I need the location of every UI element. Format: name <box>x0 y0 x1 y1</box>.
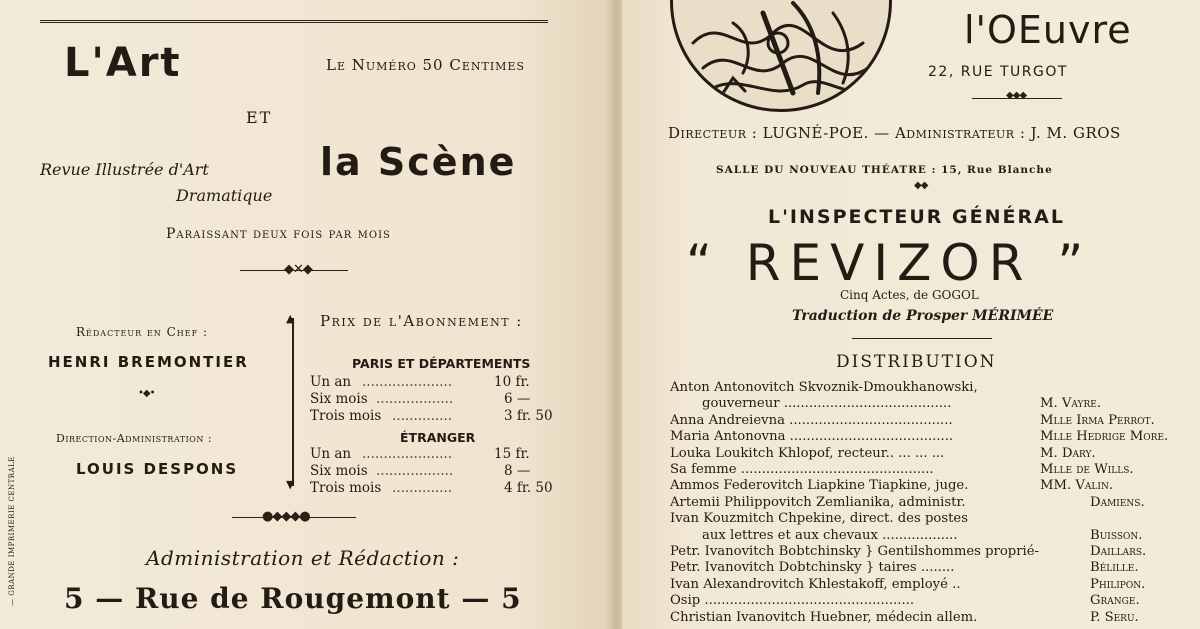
paris-heading: PARIS ET DÉPARTEMENTS <box>352 356 531 371</box>
cast-row <box>670 560 1182 576</box>
cast-role: gouverneur ........................................ <box>702 396 952 412</box>
foreign-row-2-label: Six mois <box>310 463 368 479</box>
cast-row <box>670 577 1182 593</box>
paris-row-2-price: 6 — <box>504 391 531 407</box>
foreign-row-3-price: 4 fr. 50 <box>504 480 553 496</box>
subscription-bracket <box>292 318 294 486</box>
cast-actor: M. Dary. <box>1040 445 1096 461</box>
cast-role: aux lettres et aux chevaux .................. <box>702 527 958 543</box>
foreign-row-2-dots: .................. <box>376 463 454 479</box>
title-la-scene: la Scène <box>320 140 517 184</box>
paris-row-3-label: Trois mois <box>310 408 382 424</box>
right-page <box>622 0 1200 629</box>
cast-role: Maria Antonovna ....................................... <box>670 429 954 445</box>
cast-actor: Philipon. <box>1090 576 1146 592</box>
play-title: “ REVIZOR ” <box>686 234 1093 292</box>
vignette-illustration <box>670 0 892 112</box>
cast-actor: P. Seru. <box>1090 609 1139 625</box>
ornament-rule-5 <box>852 338 992 339</box>
ornament-1: ◆✕◆ <box>284 262 312 277</box>
subscription-heading: Prix de l'Abonnement : <box>320 312 523 330</box>
cast-role: Ivan Kouzmitch Chpekine, direct. des postes <box>670 511 968 527</box>
cast-role: Louka Loukitch Khlopof, recteur.. ... ... ... <box>670 445 945 461</box>
cast-row <box>670 610 1182 626</box>
cast-actor: Mlle Irma Perrot. <box>1040 412 1155 428</box>
cast-row <box>670 429 1182 445</box>
cast-actor: Bélille. <box>1090 560 1139 576</box>
vignette-drawing <box>673 0 889 109</box>
direction-label: Direction-Administration : <box>56 432 213 445</box>
subtitle-line2: Dramatique <box>176 186 273 205</box>
cast-actor: Grange. <box>1090 593 1140 609</box>
direction-name: LOUIS DESPONS <box>76 460 239 478</box>
cast-row <box>670 413 1182 429</box>
cast-row <box>670 478 1182 494</box>
cast-row <box>670 396 1182 412</box>
foreign-row-1-price: 15 fr. <box>494 446 530 462</box>
paris-row-1-price: 10 fr. <box>494 374 530 390</box>
cast-actor: Mlle Hedrige More. <box>1040 429 1169 445</box>
foreign-heading: ÉTRANGER <box>400 430 476 445</box>
cast-actor: Damiens. <box>1090 494 1145 510</box>
cast-role: Artemii Philippovitch Zemlianika, administr. <box>670 494 966 510</box>
cast-role: Sa femme .............................................. <box>670 462 934 477</box>
paris-row-3-dots: .............. <box>392 408 453 424</box>
bracket-top-arrow: ▲ <box>286 312 295 325</box>
cast-row <box>670 446 1182 462</box>
cast-role: Osip .................................................. <box>670 593 915 609</box>
foreign-row-1-label: Un an <box>310 446 352 462</box>
cast-row <box>670 511 1182 527</box>
title-l-art: L'Art <box>64 40 182 86</box>
cast-actor: Buisson. <box>1090 527 1143 543</box>
bracket-bottom-arrow: ▼ <box>286 478 295 491</box>
editor-label: Rédacteur en Chef : <box>76 325 209 339</box>
cast-role: Anna Andreievna ....................................... <box>670 412 953 428</box>
cast-role: Ivan Alexandrovitch Khlestakoff, employé .. <box>670 576 961 592</box>
cast-actor: Mlle de Wills. <box>1040 462 1134 477</box>
cast-actor: Daillars. <box>1090 544 1147 559</box>
paris-row-1-dots: ..................... <box>362 374 453 390</box>
paris-row-1-label: Un an <box>310 374 352 390</box>
top-border-rule <box>40 20 548 23</box>
address: 5 — Rue de Rougemont — 5 <box>64 582 522 615</box>
ornament-small: •◆• <box>138 388 155 399</box>
ornament-2: ●◆◆◆● <box>262 509 310 524</box>
editor-name: HENRI BREMONTIER <box>48 353 249 371</box>
foreign-row-3-label: Trois mois <box>310 480 382 496</box>
cast-actor: MM. Valin. <box>1040 478 1114 494</box>
admin-label: Administration et Rédaction : <box>146 546 460 570</box>
cast-role: Petr. Ivanovitch Dobtchinsky } taires ........ <box>670 560 955 576</box>
acts-line: Cinq Actes, de GOGOL <box>840 288 979 302</box>
printer-credit: — GRANDE IMPRIMERIE CENTRALE <box>8 456 16 606</box>
et-connector: ET <box>246 108 273 127</box>
director-line: Directeur : LUGNÉ-POE. — Administrateur : J. M. GROS <box>668 124 1121 142</box>
cast-role: Petr. Ivanovitch Bobtchinsky } Gentilshommes proprié- <box>670 544 1040 559</box>
price-per-issue: Le Numéro 50 Centimes <box>326 56 526 74</box>
ornament-4: ◆◆ <box>914 180 928 191</box>
foreign-row-3-dots: .............. <box>392 480 453 496</box>
cast-role: Christian Ivanovitch Huebner, médecin allem. <box>670 609 978 625</box>
cast-role: Anton Antonovitch Skvoznik-Dmoukhanowski, <box>670 380 978 395</box>
foreign-row-1-dots: ..................... <box>362 446 453 462</box>
frequency-line: Paraissant deux fois par mois <box>166 226 391 242</box>
foreign-row-2-price: 8 — <box>504 463 531 479</box>
cast-role: Ammos Federovitch Liapkine Tiapkine, juge. <box>670 478 969 494</box>
cast-actor: M. Vayre. <box>1040 396 1102 412</box>
distribution-heading: DISTRIBUTION <box>836 352 997 372</box>
play-subtitle: L'INSPECTEUR GÉNÉRAL <box>768 206 1065 228</box>
theatre-name: l'OEuvre <box>964 8 1132 52</box>
venue-line: SALLE DU NOUVEAU THÉATRE : 15, Rue Blanche <box>716 164 1053 176</box>
cast-row <box>670 495 1182 511</box>
theatre-address: 22, RUE TURGOT <box>928 64 1068 80</box>
cast-row <box>670 593 1182 609</box>
subtitle-line1: Revue Illustrée d'Art <box>40 160 209 179</box>
translation-line: Traduction de Prosper MÉRIMÉE <box>792 308 1054 324</box>
cast-row <box>670 380 1182 396</box>
cast-row <box>670 462 1182 478</box>
cast-row <box>670 528 1182 544</box>
ornament-3: ◆◆◆ <box>1006 90 1027 101</box>
paris-row-3-price: 3 fr. 50 <box>504 408 553 424</box>
paris-row-2-dots: .................. <box>376 391 454 407</box>
cast-row <box>670 544 1182 560</box>
paris-row-2-label: Six mois <box>310 391 368 407</box>
